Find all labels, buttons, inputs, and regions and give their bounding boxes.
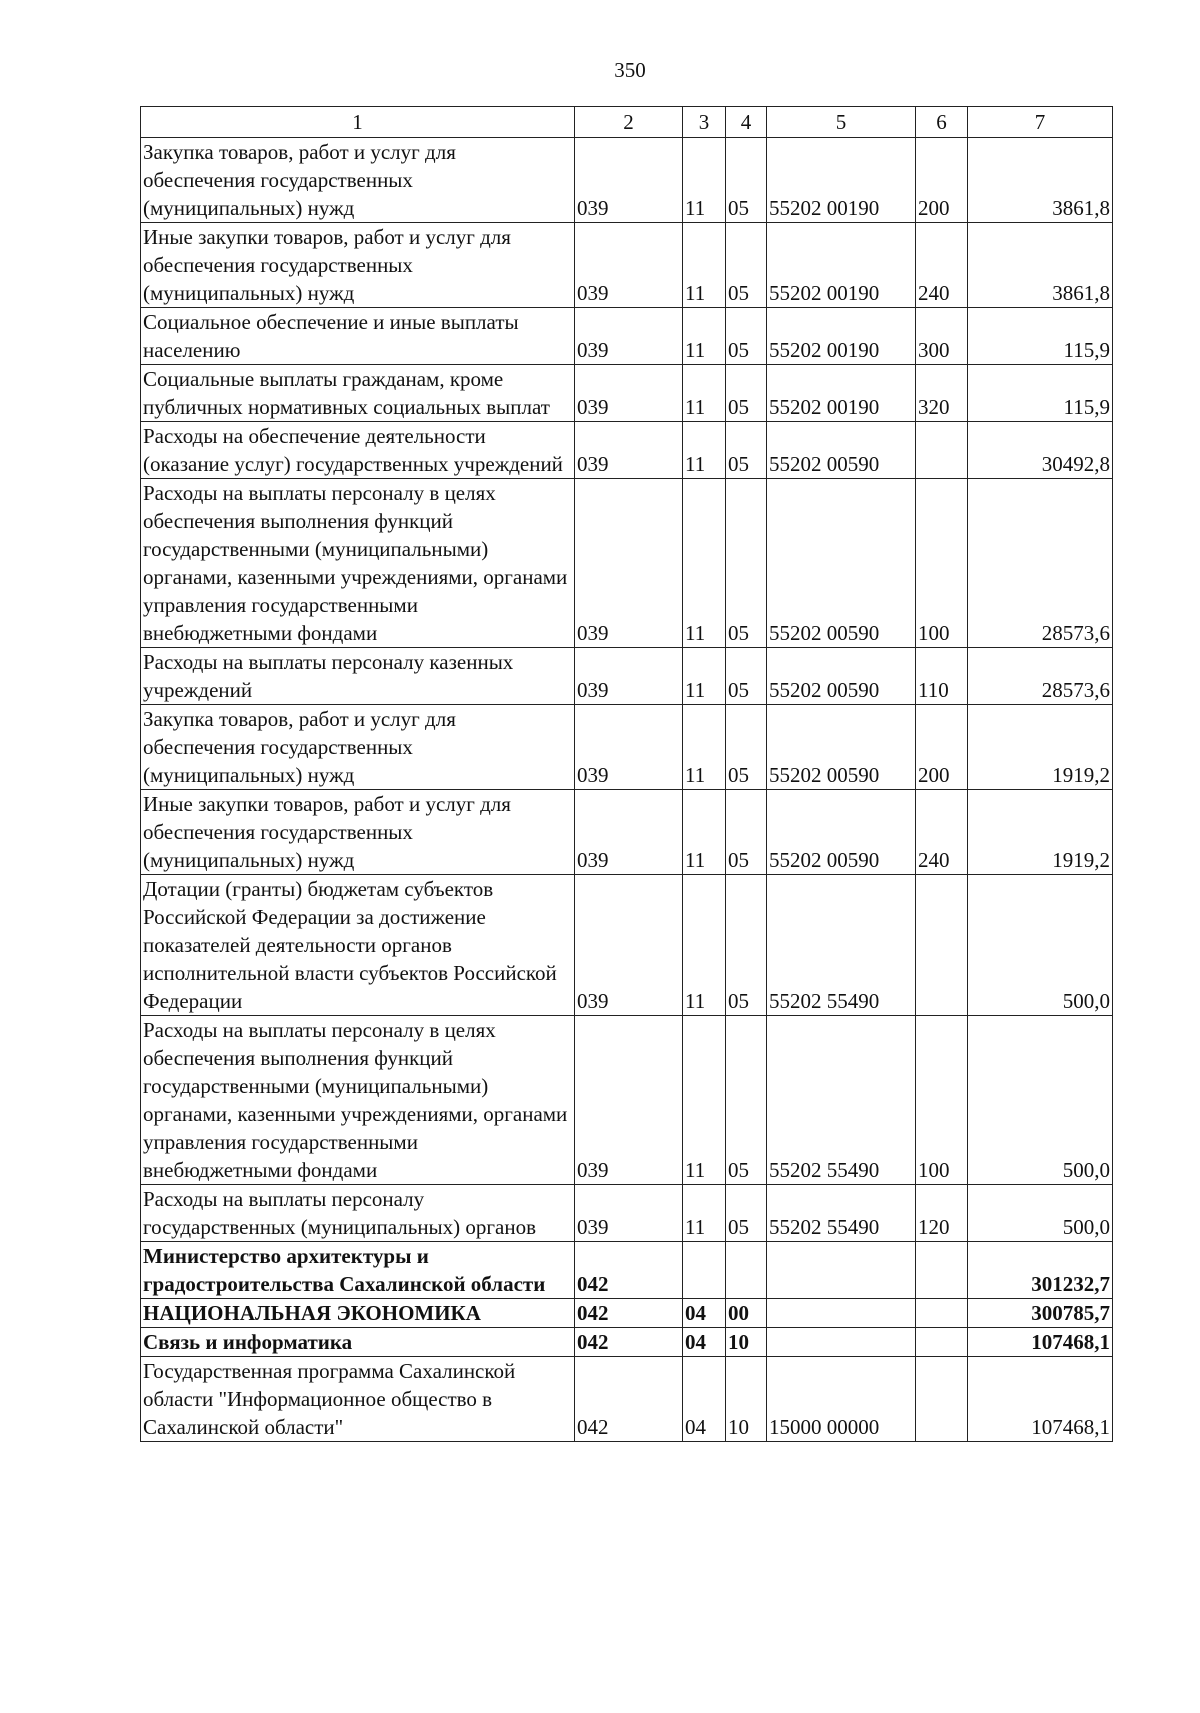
item-name-cell: Закупка товаров, работ и услуг для обеспечения государственных (муниципальных) нужд [141, 138, 575, 223]
expense-type-cell: 100 [916, 1016, 968, 1185]
expense-type-cell [916, 1328, 968, 1357]
table-row [141, 223, 1113, 308]
table-row [141, 705, 1113, 790]
section-cell: 11 [683, 479, 726, 648]
expense-type-cell [916, 875, 968, 1016]
section-cell: 11 [683, 1185, 726, 1242]
item-name-cell: Расходы на выплаты персоналу государственных (муниципальных) органов [141, 1185, 575, 1242]
item-name-cell: Расходы на обеспечение деятельности (оказание услуг) государственных учреждений [141, 422, 575, 479]
expense-type-cell [916, 1299, 968, 1328]
ministry-code-cell: 039 [575, 1016, 683, 1185]
target-article-cell: 55202 00190 [767, 365, 916, 422]
item-name-cell: Закупка товаров, работ и услуг для обеспечения государственных (муниципальных) нужд [141, 705, 575, 790]
amount-cell: 28573,6 [968, 648, 1113, 705]
table-row [141, 422, 1113, 479]
ministry-code-cell: 042 [575, 1328, 683, 1357]
amount-cell: 500,0 [968, 1185, 1113, 1242]
page-number: 350 [614, 58, 646, 82]
target-article-cell: 55202 00590 [767, 705, 916, 790]
expense-type-cell [916, 1242, 968, 1299]
item-name-cell: Дотации (гранты) бюджетам субъектов Российской Федерации за достижение показателей деятельности органов исполнительной власти субъектов Российской Федерации [141, 875, 575, 1016]
table-header-row [141, 107, 1113, 138]
column-header: 2 [575, 107, 683, 138]
column-header: 5 [767, 107, 916, 138]
column-header: 4 [726, 107, 767, 138]
section-cell: 11 [683, 138, 726, 223]
subsection-cell: 00 [726, 1299, 767, 1328]
target-article-cell: 55202 00590 [767, 479, 916, 648]
subsection-cell: 10 [726, 1328, 767, 1357]
ministry-code-cell: 039 [575, 648, 683, 705]
expense-type-cell: 200 [916, 138, 968, 223]
section-cell: 11 [683, 790, 726, 875]
target-article-cell: 15000 00000 [767, 1357, 916, 1442]
subsection-cell: 05 [726, 223, 767, 308]
ministry-code-cell: 039 [575, 479, 683, 648]
table-row [141, 1328, 1113, 1357]
ministry-code-cell: 039 [575, 138, 683, 223]
section-cell: 11 [683, 875, 726, 1016]
subsection-cell: 05 [726, 875, 767, 1016]
target-article-cell: 55202 00590 [767, 648, 916, 705]
ministry-code-cell: 039 [575, 422, 683, 479]
amount-cell: 1919,2 [968, 705, 1113, 790]
table-row [141, 308, 1113, 365]
expense-type-cell [916, 1357, 968, 1442]
expense-type-cell: 200 [916, 705, 968, 790]
amount-cell: 301232,7 [968, 1242, 1113, 1299]
table-row [141, 365, 1113, 422]
ministry-code-cell: 039 [575, 705, 683, 790]
item-name-cell: Расходы на выплаты персоналу в целях обеспечения выполнения функций государственными (муниципальными) органами, казенными учреждениями, органами управления государственными внебюджетными фондами [141, 1016, 575, 1185]
ministry-code-cell: 039 [575, 308, 683, 365]
amount-cell: 107468,1 [968, 1328, 1113, 1357]
target-article-cell [767, 1242, 916, 1299]
expense-type-cell: 300 [916, 308, 968, 365]
table-row [141, 1185, 1113, 1242]
item-name-cell: Расходы на выплаты персоналу казенных учреждений [141, 648, 575, 705]
ministry-code-cell: 042 [575, 1357, 683, 1442]
expense-type-cell: 120 [916, 1185, 968, 1242]
target-article-cell: 55202 55490 [767, 1016, 916, 1185]
section-cell: 11 [683, 648, 726, 705]
column-header: 6 [916, 107, 968, 138]
section-cell: 11 [683, 422, 726, 479]
amount-cell: 500,0 [968, 1016, 1113, 1185]
subsection-cell: 05 [726, 308, 767, 365]
amount-cell: 28573,6 [968, 479, 1113, 648]
subsection-cell: 05 [726, 1016, 767, 1185]
table-row [141, 648, 1113, 705]
table-row [141, 875, 1113, 1016]
amount-cell: 30492,8 [968, 422, 1113, 479]
expense-type-cell [916, 422, 968, 479]
target-article-cell [767, 1328, 916, 1357]
section-cell: 11 [683, 308, 726, 365]
item-name-cell: Социальные выплаты гражданам, кроме публичных нормативных социальных выплат [141, 365, 575, 422]
ministry-code-cell: 039 [575, 365, 683, 422]
subsection-cell: 05 [726, 479, 767, 648]
amount-cell: 500,0 [968, 875, 1113, 1016]
amount-cell: 300785,7 [968, 1299, 1113, 1328]
amount-cell: 107468,1 [968, 1357, 1113, 1442]
target-article-cell [767, 1299, 916, 1328]
item-name-cell: НАЦИОНАЛЬНАЯ ЭКОНОМИКА [141, 1299, 575, 1328]
subsection-cell: 05 [726, 648, 767, 705]
target-article-cell: 55202 00190 [767, 223, 916, 308]
target-article-cell: 55202 00590 [767, 422, 916, 479]
amount-cell: 3861,8 [968, 138, 1113, 223]
subsection-cell: 10 [726, 1357, 767, 1442]
expense-type-cell: 240 [916, 223, 968, 308]
column-header: 3 [683, 107, 726, 138]
item-name-cell: Государственная программа Сахалинской области "Информационное общество в Сахалинской области" [141, 1357, 575, 1442]
subsection-cell [726, 1242, 767, 1299]
table-row [141, 790, 1113, 875]
target-article-cell: 55202 00190 [767, 308, 916, 365]
table-row [141, 1357, 1113, 1442]
section-cell [683, 1242, 726, 1299]
ministry-code-cell: 042 [575, 1299, 683, 1328]
subsection-cell: 05 [726, 422, 767, 479]
section-cell: 11 [683, 705, 726, 790]
ministry-code-cell: 039 [575, 1185, 683, 1242]
column-header: 7 [968, 107, 1113, 138]
subsection-cell: 05 [726, 365, 767, 422]
table-row [141, 1242, 1113, 1299]
subsection-cell: 05 [726, 705, 767, 790]
section-cell: 11 [683, 223, 726, 308]
section-cell: 04 [683, 1299, 726, 1328]
ministry-code-cell: 042 [575, 1242, 683, 1299]
ministry-code-cell: 039 [575, 875, 683, 1016]
item-name-cell: Иные закупки товаров, работ и услуг для обеспечения государственных (муниципальных) нужд [141, 790, 575, 875]
amount-cell: 1919,2 [968, 790, 1113, 875]
item-name-cell: Расходы на выплаты персоналу в целях обеспечения выполнения функций государственными (муниципальными) органами, казенными учреждениями, органами управления государственными внебюджетными фондами [141, 479, 575, 648]
amount-cell: 115,9 [968, 308, 1113, 365]
subsection-cell: 05 [726, 790, 767, 875]
table-row [141, 479, 1113, 648]
section-cell: 11 [683, 1016, 726, 1185]
target-article-cell: 55202 00190 [767, 138, 916, 223]
subsection-cell: 05 [726, 1185, 767, 1242]
table-row [141, 1016, 1113, 1185]
target-article-cell: 55202 00590 [767, 790, 916, 875]
section-cell: 04 [683, 1328, 726, 1357]
section-cell: 11 [683, 365, 726, 422]
column-header: 1 [141, 107, 575, 138]
expense-type-cell: 320 [916, 365, 968, 422]
budget-table [140, 106, 1113, 1442]
item-name-cell: Социальное обеспечение и иные выплаты населению [141, 308, 575, 365]
target-article-cell: 55202 55490 [767, 875, 916, 1016]
subsection-cell: 05 [726, 138, 767, 223]
ministry-code-cell: 039 [575, 223, 683, 308]
table-row [141, 1299, 1113, 1328]
item-name-cell: Министерство архитектуры и градостроительства Сахалинской области [141, 1242, 575, 1299]
expense-type-cell: 100 [916, 479, 968, 648]
ministry-code-cell: 039 [575, 790, 683, 875]
item-name-cell: Иные закупки товаров, работ и услуг для обеспечения государственных (муниципальных) нужд [141, 223, 575, 308]
section-cell: 04 [683, 1357, 726, 1442]
target-article-cell: 55202 55490 [767, 1185, 916, 1242]
table-row [141, 138, 1113, 223]
expense-type-cell: 240 [916, 790, 968, 875]
item-name-cell: Связь и информатика [141, 1328, 575, 1357]
expense-type-cell: 110 [916, 648, 968, 705]
amount-cell: 115,9 [968, 365, 1113, 422]
amount-cell: 3861,8 [968, 223, 1113, 308]
